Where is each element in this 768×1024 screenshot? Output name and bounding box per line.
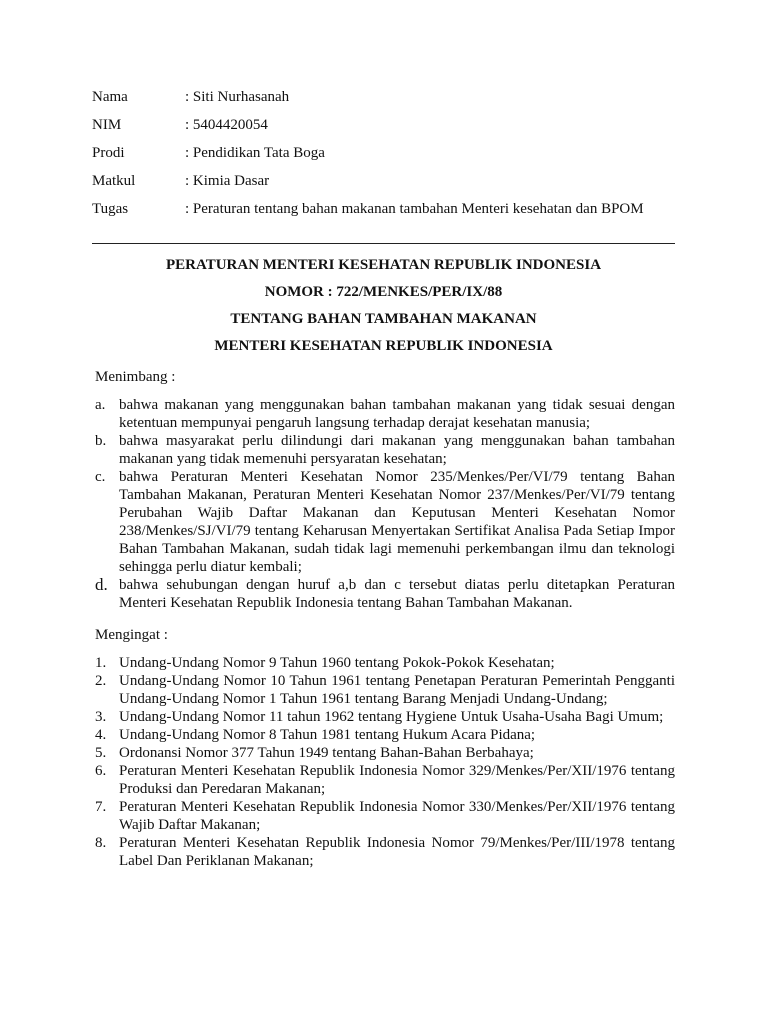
list-item bbox=[95, 672, 675, 708]
info-label: Tugas bbox=[92, 201, 129, 217]
info-row-nama bbox=[92, 88, 682, 116]
list-item-text: bahwa Peraturan Menteri Kesehatan Nomor 235/Menkes/Per/VI/79 tentang Bahan Tambahan Makanan, Peraturan Menteri Kesehatan Nomor 237/Menkes/Per/VI/79 tentang Perubahan Wajib Daftar Makanan dan Keputusan Menteri Kesehatan Nomor 238/Menkes/SJ/VI/79 tentang Keharusan Menyertakan Sertifikat Analisa Pada Setiap Impor Bahan Tambahan Makanan, sudah tidak lagi memenuhi perkembangan ilmu dan teknologi sehingga perlu diatur kembali; bbox=[119, 469, 675, 575]
list-marker: 3. bbox=[95, 709, 107, 725]
list-item bbox=[95, 576, 675, 612]
regulation-number: NOMOR : 722/MENKES/PER/IX/88 bbox=[264, 284, 503, 300]
mengingat-heading: Mengingat : bbox=[95, 627, 168, 643]
list-item bbox=[95, 654, 675, 672]
list-item bbox=[95, 468, 675, 576]
list-item bbox=[95, 708, 675, 726]
list-marker: 7. bbox=[95, 799, 107, 815]
mengingat-list bbox=[95, 654, 675, 870]
info-row-matkul bbox=[92, 172, 682, 200]
info-label: Matkul bbox=[92, 173, 136, 189]
list-item-text: Undang-Undang Nomor 10 Tahun 1961 tentang Penetapan Peraturan Pemerintah Pengganti Undang-Undang Nomor 1 Tahun 1961 tentang Barang Menjadi Undang-Undang; bbox=[119, 673, 675, 707]
info-value: : Siti Nurhasanah bbox=[185, 89, 290, 105]
regulation-subject: TENTANG BAHAN TAMBAHAN MAKANAN bbox=[230, 311, 537, 327]
list-item-text: bahwa sehubungan dengan huruf a,b dan c tersebut diatas perlu ditetapkan Peraturan Menteri Kesehatan Republik Indonesia tentang Bahan Tambahan Makanan. bbox=[119, 577, 675, 611]
list-item-text: Undang-Undang Nomor 8 Tahun 1981 tentang Hukum Acara Pidana; bbox=[119, 727, 536, 743]
list-item-text: Undang-Undang Nomor 11 tahun 1962 tentang Hygiene Untuk Usaha-Usaha Bagi Umum; bbox=[119, 709, 664, 725]
info-label: Nama bbox=[92, 89, 128, 105]
list-marker: 1. bbox=[95, 655, 107, 671]
regulation-title: PERATURAN MENTERI KESEHATAN REPUBLIK INDONESIA bbox=[165, 257, 602, 273]
list-marker: 4. bbox=[95, 727, 107, 743]
list-item bbox=[95, 744, 675, 762]
list-marker: c. bbox=[95, 469, 106, 485]
list-item bbox=[95, 798, 675, 834]
list-marker: b. bbox=[95, 433, 107, 449]
info-value: : Pendidikan Tata Boga bbox=[185, 145, 325, 161]
list-marker: 2. bbox=[95, 673, 107, 689]
regulation-title-block bbox=[92, 256, 675, 364]
menimbang-heading: Menimbang : bbox=[95, 369, 176, 385]
list-item bbox=[95, 762, 675, 798]
list-marker: d. bbox=[95, 575, 108, 594]
list-item-text: Peraturan Menteri Kesehatan Republik Indonesia Nomor 329/Menkes/Per/XII/1976 tentang Produksi dan Peredaran Makanan; bbox=[119, 763, 675, 797]
list-item-text: Undang-Undang Nomor 9 Tahun 1960 tentang Pokok-Pokok Kesehatan; bbox=[119, 655, 555, 671]
list-marker: 6. bbox=[95, 763, 107, 779]
list-marker: 8. bbox=[95, 835, 107, 851]
student-info bbox=[92, 88, 682, 228]
info-value: : 5404420054 bbox=[185, 117, 268, 133]
list-item-text: Peraturan Menteri Kesehatan Republik Indonesia Nomor 79/Menkes/Per/III/1978 tentang Label Dan Periklanan Makanan; bbox=[119, 835, 675, 869]
regulation-issuer: MENTERI KESEHATAN REPUBLIK INDONESIA bbox=[214, 338, 553, 354]
info-value: : Kimia Dasar bbox=[185, 173, 270, 189]
list-marker: 5. bbox=[95, 745, 107, 761]
list-item-text: bahwa masyarakat perlu dilindungi dari makanan yang menggunakan bahan tambahan makanan yang tidak memenuhi persyaratan kesehatan; bbox=[119, 433, 675, 467]
info-value: : Peraturan tentang bahan makanan tambahan Menteri kesehatan dan BPOM bbox=[185, 201, 644, 217]
info-row-prodi bbox=[92, 144, 682, 172]
info-row-nim bbox=[92, 116, 682, 144]
list-item-text: Ordonansi Nomor 377 Tahun 1949 tentang Bahan-Bahan Berbahaya; bbox=[119, 745, 534, 761]
info-label: NIM bbox=[92, 117, 122, 133]
list-item-text: bahwa makanan yang menggunakan bahan tambahan makanan yang tidak sesuai dengan ketentuan mempunyai pengaruh langsung terhadap derajat kesehatan manusia; bbox=[119, 397, 675, 431]
list-item bbox=[95, 396, 675, 432]
info-label: Prodi bbox=[92, 145, 125, 161]
list-item bbox=[95, 834, 675, 870]
horizontal-divider bbox=[92, 243, 675, 244]
list-marker: a. bbox=[95, 397, 106, 413]
list-item-text: Peraturan Menteri Kesehatan Republik Indonesia Nomor 330/Menkes/Per/XII/1976 tentang Wajib Daftar Makanan; bbox=[119, 799, 675, 833]
info-row-tugas bbox=[92, 200, 682, 228]
menimbang-list bbox=[95, 396, 675, 612]
list-item bbox=[95, 726, 675, 744]
list-item bbox=[95, 432, 675, 468]
